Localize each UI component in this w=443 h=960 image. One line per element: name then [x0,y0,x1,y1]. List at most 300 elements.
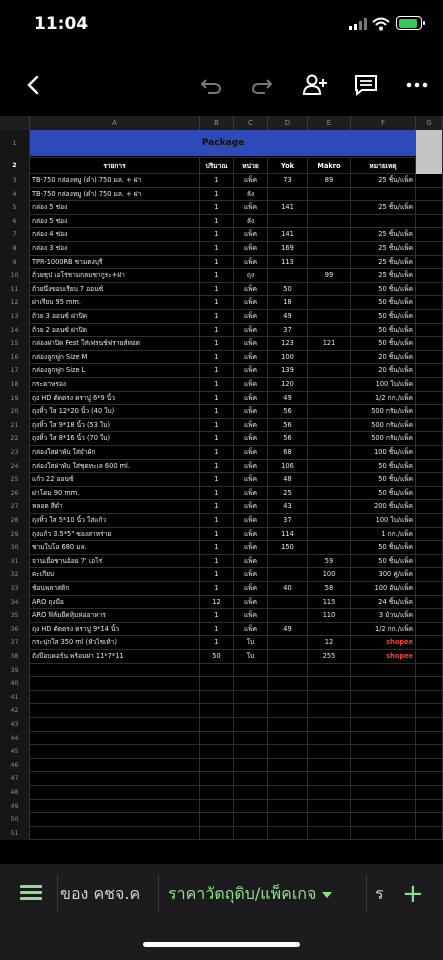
cell-item[interactable]: ARO ถุงมือ [30,596,200,610]
cell-makro[interactable] [308,460,351,474]
row-number[interactable]: 8 [0,242,30,256]
row-number[interactable]: 27 [0,500,30,514]
cell-note[interactable]: 100 ชิ้น/แพ็ค [351,446,416,460]
cell-makro[interactable] [308,473,351,487]
cell-note[interactable] [351,188,416,202]
empty-cell[interactable] [268,759,308,773]
cell-item[interactable]: กล่องลูกฟูก Size M [30,351,200,365]
cell-unit[interactable]: แพ็ค [234,596,268,610]
empty-cell[interactable] [200,691,234,705]
empty-cell[interactable] [416,772,443,786]
cell-note[interactable]: 3 ม้วน/แพ็ค [351,609,416,623]
cell-yok[interactable] [268,215,308,229]
row-number[interactable]: 24 [0,460,30,474]
tab-active-sheet[interactable] [168,882,332,907]
empty-cell[interactable] [351,772,416,786]
cell-g[interactable] [416,242,443,256]
empty-cell[interactable] [268,704,308,718]
cell-makro[interactable] [308,324,351,338]
empty-cell[interactable] [308,813,351,827]
cell-makro[interactable] [308,500,351,514]
cell-note[interactable]: 50 ชิ้น/แพ็ค [351,296,416,310]
cell-qty[interactable]: 1 [200,609,234,623]
cell-makro[interactable] [308,378,351,392]
cell-unit[interactable]: แพ็ค [234,541,268,555]
cell-note[interactable]: 500 กรัม/แพ็ค [351,405,416,419]
cell-item[interactable]: ถุงแก้ว 3.5*5" ซองสาหร่าย [30,528,200,542]
cell-qty[interactable]: 1 [200,419,234,433]
cell-makro[interactable] [308,310,351,324]
cell-yok[interactable]: 141 [268,201,308,215]
cell-note[interactable]: 500 กรัม/แพ็ค [351,419,416,433]
cell-yok[interactable]: 120 [268,378,308,392]
back-arrow-icon[interactable] [18,70,48,100]
cell-g[interactable] [416,174,443,188]
cell-unit[interactable]: ลัง [234,215,268,229]
add-sheet-icon[interactable]: + [402,879,424,909]
cell-item[interactable]: ช้อนพลาสติก [30,582,200,596]
cell-yok[interactable]: 37 [268,514,308,528]
cell-yok[interactable]: 100 [268,351,308,365]
cell-unit[interactable]: แพ็ค [234,283,268,297]
cell-note[interactable]: 24 ชิ้น/แพ็ค [351,596,416,610]
cell-item[interactable]: ถ้วยซุป เอโร่ชามกลมชากูระ+ฝา [30,269,200,283]
empty-cell[interactable] [200,732,234,746]
empty-cell[interactable] [268,732,308,746]
empty-cell[interactable] [351,759,416,773]
empty-cell[interactable] [200,786,234,800]
empty-cell[interactable] [351,745,416,759]
cell-item[interactable]: ฝาเรียบ 95 mm. [30,296,200,310]
cell-note[interactable]: 50 ชิ้น/แพ็ค [351,460,416,474]
row-number[interactable]: 29 [0,528,30,542]
cell-makro[interactable] [308,228,351,242]
cell-unit[interactable]: แพ็ค [234,419,268,433]
row-number[interactable]: 35 [0,609,30,623]
comment-icon[interactable] [351,70,381,100]
empty-cell[interactable] [200,800,234,814]
cell-item[interactable]: กล่อง 3 ช่อง [30,242,200,256]
cell-qty[interactable]: 1 [200,283,234,297]
cell-item[interactable]: กระดาษรอง [30,378,200,392]
cell-unit[interactable]: แพ็ค [234,324,268,338]
empty-cell[interactable] [200,677,234,691]
cell-yok[interactable]: 49 [268,392,308,406]
cell-item[interactable]: กล่อง 5 ช่อง [30,215,200,229]
cell-item[interactable]: ถ้วย 3 ออนซ์ ฝาปิด [30,310,200,324]
cell-note[interactable]: 50 ชิ้น/แพ็ค [351,541,416,555]
cell-item[interactable]: TPR-1000RB ชามตงบุรี [30,256,200,270]
cell-item[interactable]: ตะเกียบ [30,568,200,582]
cell-note[interactable]: 25 ชิ้น/แพ็ค [351,242,416,256]
empty-cell[interactable] [30,772,200,786]
row-number[interactable]: 26 [0,487,30,501]
cell-qty[interactable]: 1 [200,636,234,650]
empty-cell[interactable] [268,718,308,732]
cell-qty[interactable]: 1 [200,215,234,229]
empty-cell[interactable] [234,813,268,827]
empty-cell[interactable] [200,718,234,732]
cell-qty[interactable]: 1 [200,201,234,215]
cell-makro[interactable] [308,201,351,215]
empty-cell[interactable] [416,759,443,773]
cell-unit[interactable]: แพ็ค [234,378,268,392]
cell-yok[interactable]: 150 [268,541,308,555]
cell-qty[interactable]: 1 [200,582,234,596]
empty-cell[interactable] [234,800,268,814]
cell-yok[interactable]: 50 [268,283,308,297]
empty-cell[interactable] [30,664,200,678]
row-number[interactable]: 3 [0,174,30,188]
cell-item[interactable]: ถุงหิ้ว ใส 5*10 นิ้ว ใส่แก้ว [30,514,200,528]
empty-cell[interactable] [416,745,443,759]
row-number[interactable]: 2 [0,158,30,174]
cell-qty[interactable]: 1 [200,256,234,270]
empty-cell[interactable] [30,677,200,691]
empty-cell[interactable] [200,704,234,718]
cell-unit[interactable]: แพ็ค [234,405,268,419]
row-number[interactable]: 49 [0,800,30,814]
cell-unit[interactable]: แพ็ค [234,623,268,637]
cell-note[interactable]: 300 คู่/แพ็ค [351,568,416,582]
header-makro[interactable]: Makro [308,158,351,174]
empty-cell[interactable] [30,691,200,705]
cell-g[interactable] [416,188,443,202]
row-number[interactable]: 25 [0,473,30,487]
row-number[interactable]: 51 [0,827,30,841]
cell-g[interactable] [416,446,443,460]
cell-note[interactable]: 500 กรัม/แพ็ค [351,432,416,446]
tab-previous-sheet[interactable]: ของ คชจ.ค [60,884,141,903]
row-number[interactable]: 23 [0,446,30,460]
cell-g[interactable] [416,596,443,610]
empty-cell[interactable] [234,772,268,786]
empty-cell[interactable] [308,704,351,718]
row-number[interactable]: 36 [0,623,30,637]
cell-note[interactable]: 50 ชิ้น/แพ็ค [351,487,416,501]
empty-cell[interactable] [268,813,308,827]
column-header-g[interactable]: G [416,116,443,130]
grey-cell[interactable] [416,130,443,158]
cell-note[interactable]: 50 ชิ้น/แพ็ค [351,555,416,569]
row-number[interactable]: 38 [0,650,30,664]
empty-cell[interactable] [351,800,416,814]
cell-yok[interactable]: 56 [268,419,308,433]
cell-makro[interactable] [308,528,351,542]
cell-qty[interactable]: 1 [200,351,234,365]
cell-yok[interactable]: 48 [268,473,308,487]
cell-unit[interactable]: แพ็ค [234,528,268,542]
cell-g[interactable] [416,555,443,569]
empty-cell[interactable] [268,745,308,759]
cell-g[interactable] [416,310,443,324]
cell-makro[interactable] [308,419,351,433]
empty-cell[interactable] [351,827,416,841]
cell-makro[interactable] [308,623,351,637]
row-number[interactable]: 28 [0,514,30,528]
row-number[interactable]: 10 [0,269,30,283]
row-number[interactable]: 6 [0,215,30,229]
cell-g[interactable] [416,201,443,215]
empty-cell[interactable] [200,813,234,827]
cell-item[interactable]: ฝาโดม 90 mm. [30,487,200,501]
cell-item[interactable]: กล่องใสฝาพับ ใส่ชุดทะเล 600 ml. [30,460,200,474]
empty-cell[interactable] [351,813,416,827]
cell-item[interactable]: แก้ว 22 ออนซ์ [30,473,200,487]
cell-note[interactable]: 1/2 กก./แพ็ค [351,623,416,637]
cell-qty[interactable]: 1 [200,296,234,310]
empty-cell[interactable] [30,827,200,841]
empty-cell[interactable] [30,745,200,759]
header-note[interactable]: หมายเหตุ [351,158,416,174]
empty-cell[interactable] [200,759,234,773]
row-number[interactable]: 41 [0,691,30,705]
cell-item[interactable]: ถุงหิ้ว ใส 8*16 นิ้ว (70 ใบ) [30,432,200,446]
column-header-a[interactable]: A [30,116,200,130]
cell-makro[interactable] [308,446,351,460]
empty-cell[interactable] [416,664,443,678]
row-number[interactable]: 40 [0,677,30,691]
tab-next-sheet[interactable]: ร [375,884,384,903]
cell-note[interactable]: 25 ชิ้น/แพ็ค [351,228,416,242]
row-number[interactable]: 19 [0,392,30,406]
cell-makro[interactable]: 110 [308,609,351,623]
row-number[interactable]: 47 [0,772,30,786]
row-number[interactable]: 21 [0,419,30,433]
empty-cell[interactable] [268,664,308,678]
cell-yok[interactable]: 56 [268,432,308,446]
redo-icon[interactable] [247,70,277,100]
row-number[interactable]: 11 [0,283,30,297]
cell-unit[interactable]: แพ็ค [234,242,268,256]
cell-yok[interactable]: 56 [268,405,308,419]
row-number[interactable]: 33 [0,582,30,596]
row-number[interactable]: 45 [0,745,30,759]
cell-qty[interactable]: 1 [200,446,234,460]
empty-cell[interactable] [308,772,351,786]
corner-cell[interactable] [0,116,30,130]
cell-item[interactable]: กล่องฝาปิด Fest ใส่เฟรนช์ฟรายส์ทอด [30,337,200,351]
cell-yok[interactable] [268,609,308,623]
cell-yok[interactable] [268,188,308,202]
empty-cell[interactable] [308,827,351,841]
cell-qty[interactable]: 1 [200,528,234,542]
cell-note[interactable]: 100 อัน/แพ็ค [351,582,416,596]
empty-cell[interactable] [234,691,268,705]
cell-qty[interactable]: 50 [200,650,234,664]
cell-item[interactable]: หลอด สีดำ [30,500,200,514]
cell-unit[interactable]: แพ็ค [234,555,268,569]
empty-cell[interactable] [351,732,416,746]
cell-g[interactable] [416,460,443,474]
cell-qty[interactable]: 1 [200,541,234,555]
empty-cell[interactable] [234,745,268,759]
cell-unit[interactable]: แพ็ค [234,582,268,596]
cell-makro[interactable] [308,215,351,229]
cell-unit[interactable]: ใบ [234,636,268,650]
cell-note[interactable] [351,215,416,229]
empty-cell[interactable] [308,759,351,773]
cell-makro[interactable] [308,514,351,528]
cell-qty[interactable]: 1 [200,473,234,487]
cell-unit[interactable]: แพ็ค [234,201,268,215]
cell-qty[interactable]: 1 [200,269,234,283]
empty-cell[interactable] [234,827,268,841]
cell-makro[interactable] [308,541,351,555]
cell-qty[interactable]: 1 [200,568,234,582]
cell-g[interactable] [416,419,443,433]
column-header-b[interactable]: B [200,116,234,130]
cell-note[interactable]: 25 ชิ้น/แพ็ค [351,174,416,188]
cell-qty[interactable]: 1 [200,555,234,569]
empty-cell[interactable] [416,704,443,718]
cell-qty[interactable]: 1 [200,405,234,419]
cell-makro[interactable] [308,242,351,256]
cell-qty[interactable]: 1 [200,337,234,351]
empty-cell[interactable] [268,677,308,691]
cell-qty[interactable]: 1 [200,242,234,256]
cell-yok[interactable]: 68 [268,446,308,460]
empty-cell[interactable] [351,691,416,705]
cell-item[interactable]: TB-750 กล่องหมู (ดำ) 750 มล. + ฝา [30,188,200,202]
row-number[interactable]: 9 [0,256,30,270]
empty-cell[interactable] [30,718,200,732]
row-number[interactable]: 48 [0,786,30,800]
cell-yok[interactable]: 106 [268,460,308,474]
cell-g[interactable] [416,432,443,446]
empty-cell[interactable] [416,718,443,732]
cell-qty[interactable]: 1 [200,378,234,392]
row-number[interactable]: 30 [0,541,30,555]
empty-cell[interactable] [268,786,308,800]
cell-g[interactable] [416,351,443,365]
cell-unit[interactable]: แพ็ค [234,609,268,623]
cell-g[interactable] [416,256,443,270]
cell-yok[interactable]: 73 [268,174,308,188]
row-number[interactable]: 1 [0,130,30,158]
cell-note[interactable]: 25 ชิ้น/แพ็ค [351,269,416,283]
cell-makro[interactable]: 99 [308,269,351,283]
cell-qty[interactable]: 1 [200,460,234,474]
empty-cell[interactable] [308,786,351,800]
cell-note[interactable]: 50 ชิ้น/แพ็ค [351,473,416,487]
cell-yok[interactable]: 169 [268,242,308,256]
cell-makro[interactable] [308,256,351,270]
cell-unit[interactable]: แพ็ค [234,568,268,582]
empty-cell[interactable] [308,677,351,691]
cell-item[interactable]: ถุงหิ้ว ใส 12*20 นิ้ว (40 ใบ) [30,405,200,419]
cell-g[interactable] [416,215,443,229]
cell-item[interactable]: ถุง HD ตัดตรง ตราปู 9*14 นิ้ว [30,623,200,637]
empty-cell[interactable] [308,732,351,746]
row-number[interactable]: 32 [0,568,30,582]
cell-yok[interactable]: 49 [268,623,308,637]
cell-item[interactable]: ARO ฟิล์มยืดหุ้มห่ออาหาร [30,609,200,623]
cell-qty[interactable]: 1 [200,228,234,242]
cell-g[interactable] [416,609,443,623]
cell-yok[interactable]: 114 [268,528,308,542]
row-number[interactable]: 15 [0,337,30,351]
row-number[interactable]: 7 [0,228,30,242]
cell-note[interactable]: 25 ชิ้น/แพ็ค [351,256,416,270]
empty-cell[interactable] [351,677,416,691]
cell-makro[interactable] [308,487,351,501]
cell-makro[interactable]: 255 [308,650,351,664]
cell-makro[interactable] [308,364,351,378]
grey-cell[interactable] [416,158,443,174]
empty-cell[interactable] [30,800,200,814]
cell-note[interactable]: 50 ชิ้น/แพ็ค [351,324,416,338]
cell-yok[interactable]: 123 [268,337,308,351]
cell-makro[interactable] [308,392,351,406]
row-number[interactable]: 31 [0,555,30,569]
empty-cell[interactable] [268,800,308,814]
cell-makro[interactable]: 12 [308,636,351,650]
cell-yok[interactable]: 25 [268,487,308,501]
empty-cell[interactable] [30,786,200,800]
row-number[interactable]: 17 [0,364,30,378]
cell-qty[interactable]: 1 [200,500,234,514]
cell-yok[interactable]: 113 [268,256,308,270]
cell-unit[interactable]: แพ็ค [234,500,268,514]
empty-cell[interactable] [416,732,443,746]
empty-cell[interactable] [200,827,234,841]
cell-yok[interactable]: 40 [268,582,308,596]
empty-cell[interactable] [200,772,234,786]
cell-qty[interactable]: 1 [200,432,234,446]
chevron-down-icon[interactable] [322,892,332,898]
empty-cell[interactable] [416,691,443,705]
cell-g[interactable] [416,473,443,487]
cell-g[interactable] [416,283,443,297]
cell-makro[interactable]: 121 [308,337,351,351]
cell-unit[interactable]: แพ็ค [234,446,268,460]
row-number[interactable]: 50 [0,813,30,827]
cell-qty[interactable]: 1 [200,623,234,637]
row-number[interactable]: 14 [0,324,30,338]
cell-qty[interactable]: 12 [200,596,234,610]
cell-note[interactable]: 1 กก./แพ็ค [351,528,416,542]
cell-yok[interactable] [268,596,308,610]
undo-icon[interactable] [196,70,226,100]
cell-makro[interactable]: 115 [308,596,351,610]
cell-g[interactable] [416,541,443,555]
cell-unit[interactable]: ใบ [234,650,268,664]
cell-unit[interactable]: แพ็ค [234,337,268,351]
empty-cell[interactable] [351,786,416,800]
cell-unit[interactable]: ลัง [234,188,268,202]
cell-item[interactable]: TB-750 กล่องหมู (ดำ) 750 มล. + ฝา [30,174,200,188]
add-person-icon[interactable] [300,70,330,100]
row-number[interactable]: 44 [0,732,30,746]
cell-g[interactable] [416,650,443,664]
cell-qty[interactable]: 1 [200,487,234,501]
cell-note[interactable]: 20 ชิ้น/แพ็ค [351,364,416,378]
cell-g[interactable] [416,405,443,419]
cell-item[interactable]: กล่อง 4 ช่อง [30,228,200,242]
empty-cell[interactable] [416,800,443,814]
header-item[interactable]: รายการ [30,158,200,174]
empty-cell[interactable] [308,745,351,759]
header-yok[interactable]: Yok [268,158,308,174]
cell-note[interactable]: 50 ชิ้น/แพ็ค [351,310,416,324]
cell-yok[interactable] [268,650,308,664]
cell-unit[interactable]: แพ็ค [234,351,268,365]
cell-note[interactable]: 200 ชิ้น/แพ็ค [351,500,416,514]
cell-qty[interactable]: 1 [200,310,234,324]
cell-makro[interactable]: 100 [308,568,351,582]
empty-cell[interactable] [308,691,351,705]
